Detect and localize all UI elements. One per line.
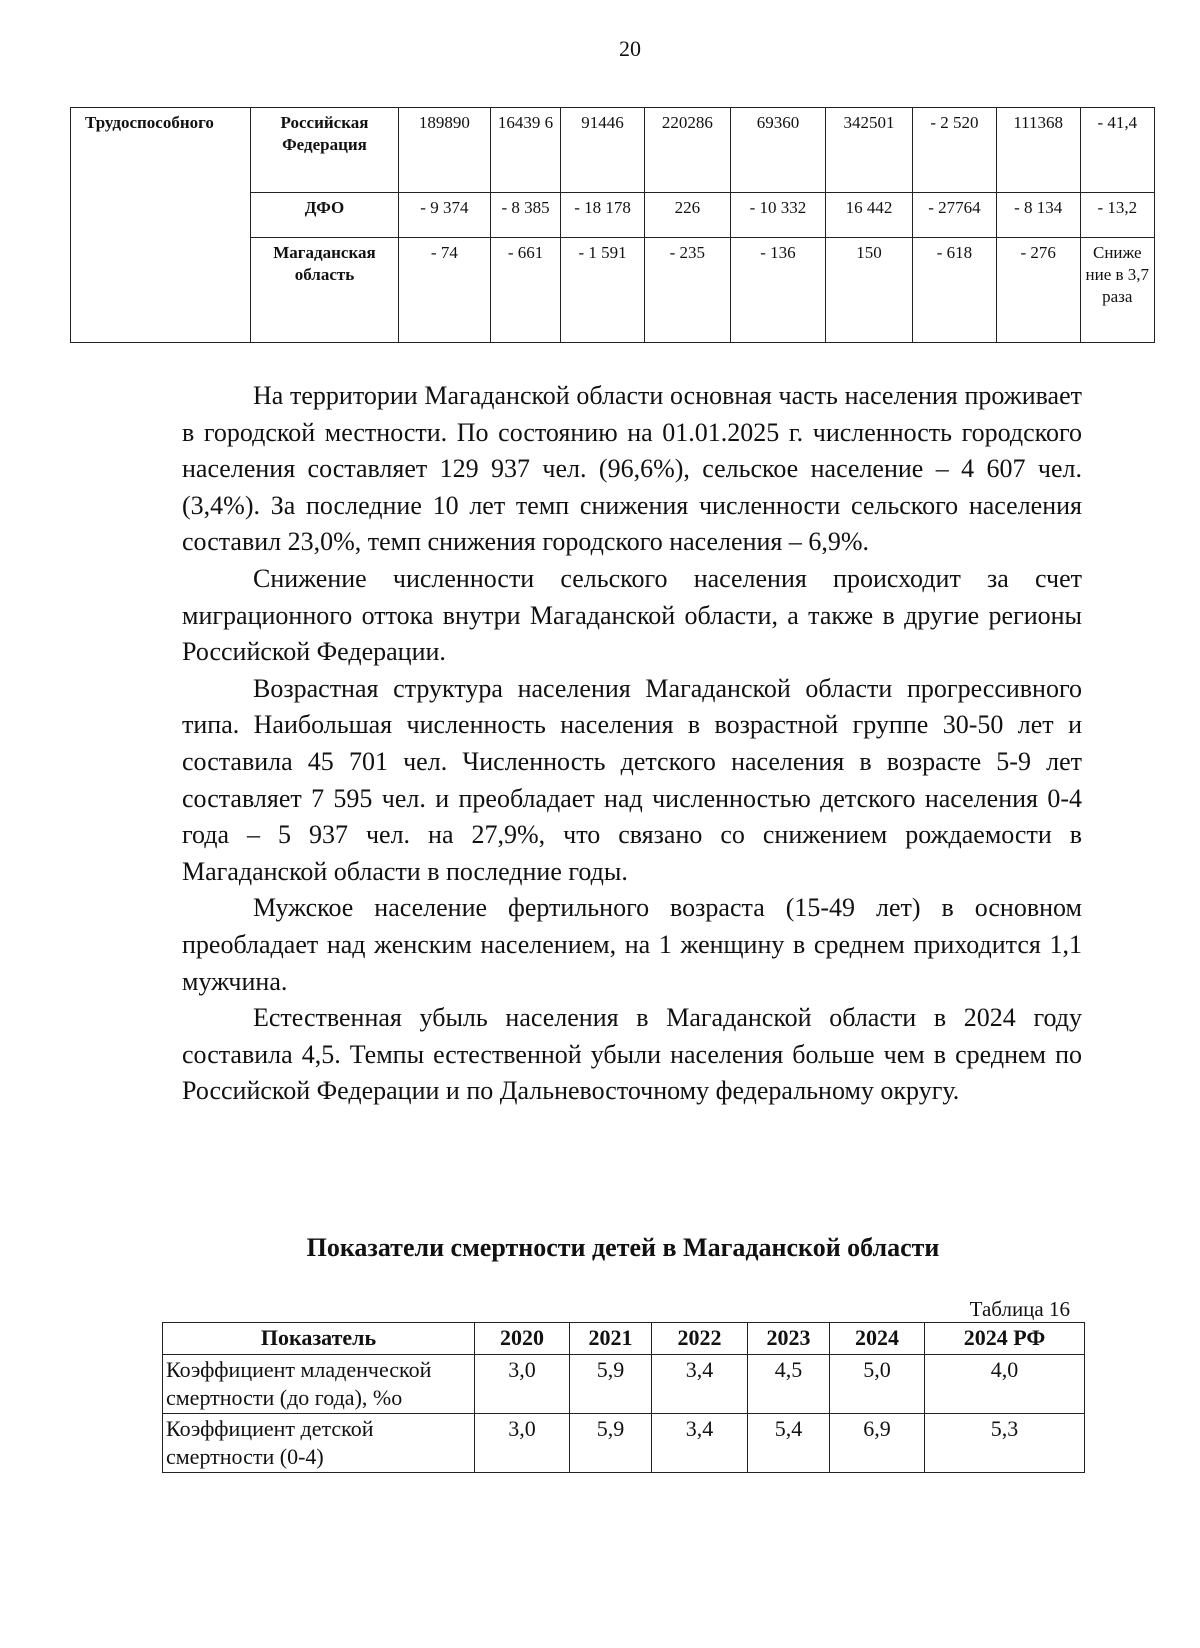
table-cell: - 235 bbox=[644, 238, 730, 343]
table-cell: - 2 520 bbox=[913, 108, 997, 193]
table-cell: - 661 bbox=[490, 238, 560, 343]
body-text bbox=[182, 378, 1082, 1110]
table-cell: - 8 134 bbox=[996, 193, 1080, 238]
table-cell: - 276 bbox=[996, 238, 1080, 343]
column-header: Показатель bbox=[163, 1323, 475, 1355]
table-cell: 3,4 bbox=[652, 1355, 748, 1414]
table-caption: Таблица 16 bbox=[969, 1297, 1070, 1321]
table-cell: 16439 6 bbox=[490, 108, 560, 193]
table-cell: 5,9 bbox=[570, 1414, 652, 1473]
table-header-row bbox=[163, 1323, 1085, 1355]
paragraph: На территории Магаданской области основная часть населения проживает в городской местности. По состоянию на 01.01.2025 г. численность городского населения составляет 129 937 чел. (96,6%), сельское население – 4 607 чел. (3,4%). За последние 10 лет темп снижения численности сельского населения составил 23,0%, темп снижения городского населения – 6,9%. bbox=[182, 381, 1082, 557]
table-cell: 5,9 bbox=[570, 1355, 652, 1414]
table-cell: 69360 bbox=[730, 108, 825, 193]
table-cell: 3,0 bbox=[475, 1355, 570, 1414]
table-cell: Сниже ние в 3,7 раза bbox=[1080, 238, 1154, 343]
column-header: 2023 bbox=[748, 1323, 830, 1355]
table-cell: 342501 bbox=[826, 108, 913, 193]
section-title: Показатели смертности детей в Магаданской области bbox=[306, 1233, 940, 1262]
table-cell: 4,5 bbox=[748, 1355, 830, 1414]
table-row bbox=[71, 108, 1155, 193]
table-cell: 5,4 bbox=[748, 1414, 830, 1473]
table-row bbox=[163, 1355, 1085, 1414]
table-cell: 5,0 bbox=[830, 1355, 925, 1414]
table-cell: 150 bbox=[826, 238, 913, 343]
table-cell: 3,4 bbox=[652, 1414, 748, 1473]
table-cell: 91446 bbox=[561, 108, 645, 193]
table-cell: - 618 bbox=[913, 238, 997, 343]
table-cell: 189890 bbox=[398, 108, 490, 193]
table-cell: - 9 374 bbox=[398, 193, 490, 238]
column-header: 2022 bbox=[652, 1323, 748, 1355]
table-cell: - 41,4 bbox=[1080, 108, 1154, 193]
table-cell: - 27764 bbox=[913, 193, 997, 238]
table-cell: - 1 591 bbox=[561, 238, 645, 343]
column-header: 2024 РФ bbox=[925, 1323, 1085, 1355]
column-header: 2020 bbox=[475, 1323, 570, 1355]
table-cell: 6,9 bbox=[830, 1414, 925, 1473]
table-cell: - 13,2 bbox=[1080, 193, 1154, 238]
column-header: 2024 bbox=[830, 1323, 925, 1355]
table-cell: 111368 bbox=[996, 108, 1080, 193]
table-cell: - 74 bbox=[398, 238, 490, 343]
table-cell: - 10 332 bbox=[730, 193, 825, 238]
page-number: 20 bbox=[619, 36, 641, 61]
table-cell: 4,0 bbox=[925, 1355, 1085, 1414]
indicator-cell: Коэффициент детской смертности (0-4) bbox=[163, 1414, 475, 1473]
paragraph: Естественная убыль населения в Магаданской области в 2024 году составила 4,5. Темпы естественной убыли населения больше чем в среднем по Российской Федерации и по Дальневосточному федеральному округу. bbox=[182, 1003, 1082, 1106]
table-cell: 16 442 bbox=[826, 193, 913, 238]
table-cell: - 18 178 bbox=[561, 193, 645, 238]
table-cell: - 136 bbox=[730, 238, 825, 343]
table-cell: 3,0 bbox=[475, 1414, 570, 1473]
region-cell: Магаданская область bbox=[251, 238, 399, 343]
table-cell: 5,3 bbox=[925, 1414, 1085, 1473]
table-cell: 220286 bbox=[644, 108, 730, 193]
paragraph: Мужское население фертильного возраста (15-49 лет) в основном преобладает над женским населением, на 1 женщину в среднем приходится 1,1 мужчина. bbox=[182, 893, 1082, 996]
region-cell: ДФО bbox=[251, 193, 399, 238]
table-cell: - 8 385 bbox=[490, 193, 560, 238]
indicator-cell: Коэффициент младенческой смертности (до года), %о bbox=[163, 1355, 475, 1414]
table-cell: 226 bbox=[644, 193, 730, 238]
table-row bbox=[163, 1414, 1085, 1473]
paragraph: Возрастная структура населения Магаданской области прогрессивного типа. Наибольшая численность населения в возрастной группе 30-50 лет и составила 45 701 чел. Численность детского населения в возрасте 5-9 лет составляет 7 595 чел. и преобладает над численностью детского населения 0-4 года – 5 937 чел. на 27,9%, что связано со снижением рождаемости в Магаданской области в последние годы. bbox=[182, 673, 1082, 886]
child-mortality-table bbox=[162, 1322, 1085, 1473]
group-label: Трудоспособного bbox=[71, 108, 251, 343]
column-header: 2021 bbox=[570, 1323, 652, 1355]
paragraph: Снижение численности сельского населения происходит за счет миграционного оттока внутри Магаданской области, а также в другие регионы Российской Федерации. bbox=[182, 563, 1082, 667]
population-dynamics-table bbox=[70, 107, 1155, 343]
region-cell: Российская Федерация bbox=[251, 108, 399, 193]
